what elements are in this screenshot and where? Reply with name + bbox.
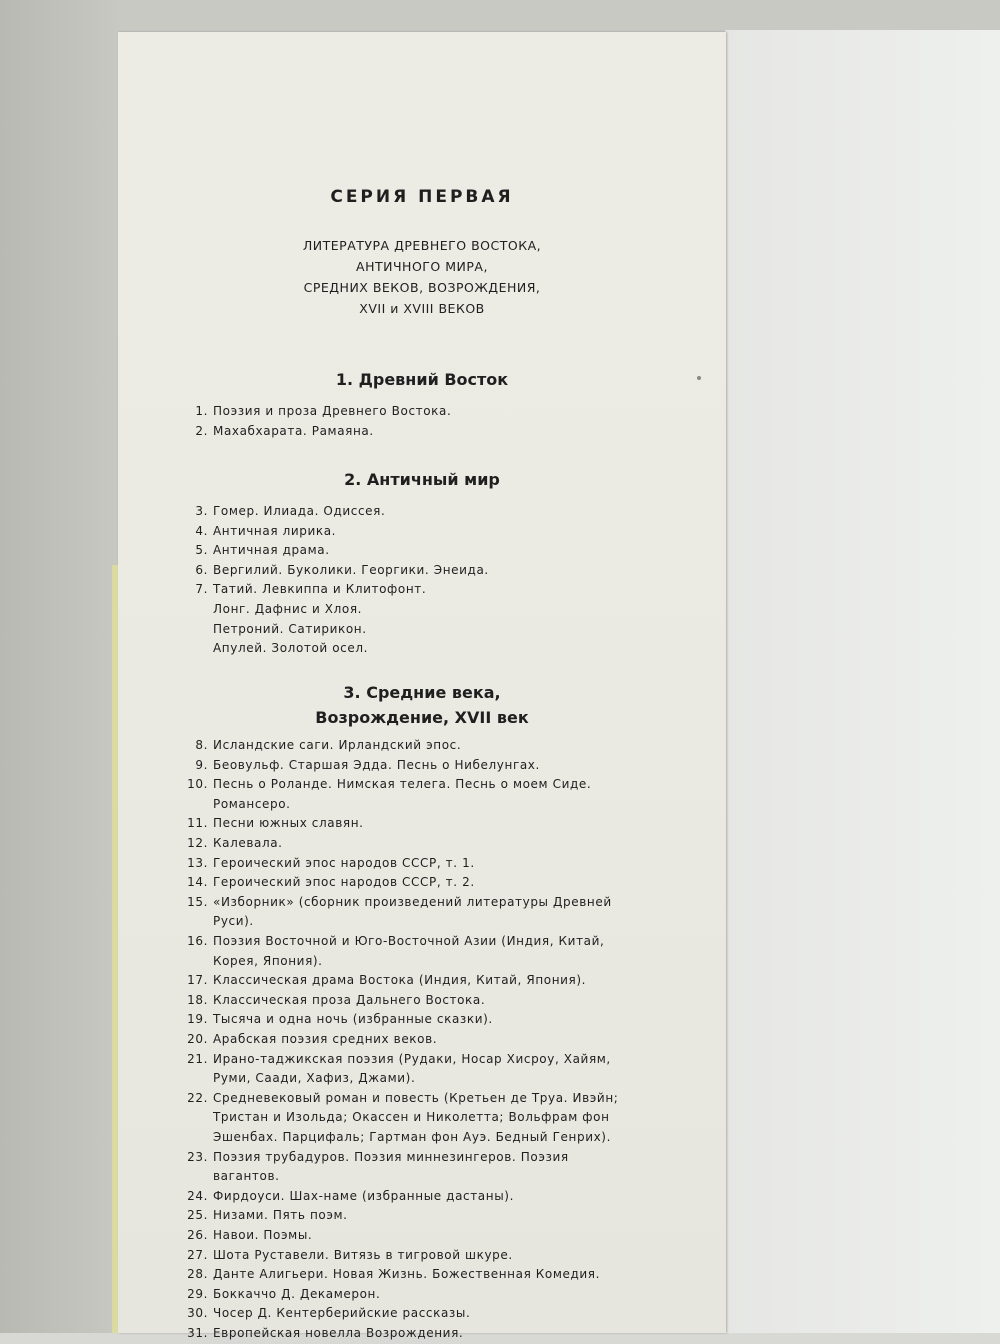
item-number: 21. <box>187 1051 208 1066</box>
section-heading: Возрождение, XVII век <box>315 708 529 727</box>
item-number: 11. <box>187 816 208 831</box>
item-number: 4. <box>195 523 208 538</box>
item-number: 6. <box>195 562 208 577</box>
item-number: 30. <box>187 1306 208 1321</box>
section-heading: 2. Античный мир <box>344 470 500 489</box>
item-text: Руси). <box>213 914 254 929</box>
item-text: «Изборник» (сборник произведений литературы Древней <box>213 894 612 909</box>
item-text: Калевала. <box>213 836 283 850</box>
item-number: 29. <box>187 1286 208 1301</box>
item-text: Поэзия и проза Древнего Востока. <box>213 404 452 418</box>
item-text: Средневековый роман и повесть (Кретьен де Труа. Ивэйн; <box>213 1090 619 1105</box>
item-number: 14. <box>187 875 208 890</box>
item-text: Героический эпос народов СССР, т. 2. <box>213 875 475 890</box>
item-number: 3. <box>195 504 208 518</box>
item-number: 24. <box>187 1188 208 1203</box>
section-heading: 3. Средние века, <box>343 683 501 702</box>
item-text: Петроний. Сатирикон. <box>213 621 367 636</box>
item-text: Вергилий. Буколики. Георгики. Энеида. <box>213 562 489 577</box>
item-text: Античная лирика. <box>213 523 337 538</box>
item-number: 23. <box>187 1149 208 1164</box>
item-text: Навои. Поэмы. <box>213 1228 313 1242</box>
subtitle-line: СРЕДНИХ ВЕКОВ, ВОЗРОЖДЕНИЯ, <box>303 280 541 295</box>
item-number: 15. <box>187 894 208 909</box>
item-number: 10. <box>187 777 208 792</box>
subtitle-line: АНТИЧНОГО МИРА, <box>356 259 488 274</box>
subtitle-line: ЛИТЕРАТУРА ДРЕВНЕГО ВОСТОКА, <box>302 238 542 253</box>
item-text: Тысяча и одна ночь (избранные сказки). <box>213 1012 493 1027</box>
series-title: СЕРИЯ ПЕРВАЯ <box>330 187 514 207</box>
item-text: Романсеро. <box>213 796 291 811</box>
item-text: Ирано-таджикская поэзия (Рудаки, Носар Хисроу, Хайям, <box>213 1051 611 1066</box>
item-text: Шота Руставели. Витязь в тигровой шкуре. <box>213 1247 513 1262</box>
item-text: Низами. Пять поэм. <box>213 1208 348 1223</box>
item-number: 19. <box>187 1012 208 1027</box>
item-number: 18. <box>187 992 208 1007</box>
item-text: Беовульф. Старшая Эдда. Песнь о Нибелунгах. <box>213 757 540 772</box>
item-text: Тристан и Изольда; Окассен и Николетта; Вольфрам фон <box>213 1110 610 1125</box>
item-number: 27. <box>187 1247 208 1262</box>
subtitle <box>118 235 726 319</box>
item-text: Европейская новелла Возрождения. <box>213 1326 464 1340</box>
item-text: Данте Алигьери. Новая Жизнь. Божественная Комедия. <box>213 1267 601 1282</box>
background-left <box>0 0 118 1333</box>
item-text: Корея, Япония). <box>213 953 323 968</box>
item-text: Поэзия Восточной и Юго-Восточной Азии (Индия, Китай, <box>213 934 605 948</box>
item-text: Чосер Д. Кентерберийские рассказы. <box>213 1306 471 1321</box>
background-right-sheet <box>725 30 1000 1333</box>
item-text: Апулей. Золотой осел. <box>213 641 369 656</box>
item-text: Татий. Левкиппа и Клитофонт. <box>213 582 427 597</box>
item-text: Боккаччо Д. Декамерон. <box>213 1286 381 1301</box>
item-number: 7. <box>195 582 208 597</box>
item-text: Фирдоуси. Шах-наме (избранные дастаны). <box>213 1188 514 1203</box>
item-text: Исландские саги. Ирландский эпос. <box>213 738 462 752</box>
item-text: Классическая драма Востока (Индия, Китай, Япония). <box>213 973 587 988</box>
item-text: Руми, Саади, Хафиз, Джами). <box>213 1071 416 1086</box>
document-sheet <box>118 32 726 1340</box>
item-number: 17. <box>187 973 208 988</box>
item-text: Песни южных славян. <box>213 816 364 831</box>
item-number: 20. <box>187 1032 208 1046</box>
item-text: вагантов. <box>213 1169 280 1184</box>
item-text: Песнь о Роланде. Нимская телега. Песнь о моем Сиде. <box>213 777 592 792</box>
item-number: 1. <box>195 404 208 418</box>
item-number: 5. <box>195 543 208 558</box>
item-number: 31. <box>187 1326 208 1340</box>
paper-speck <box>697 376 701 380</box>
item-number: 9. <box>195 757 208 772</box>
item-number: 16. <box>187 934 208 948</box>
subtitle-line: XVII и XVIII ВЕКОВ <box>359 301 485 316</box>
item-text: Поэзия трубадуров. Поэзия миннезингеров. Поэзия <box>213 1149 569 1164</box>
item-number: 2. <box>195 423 208 438</box>
item-number: 28. <box>187 1267 208 1282</box>
item-text: Лонг. Дафнис и Хлоя. <box>213 602 363 616</box>
item-number: 8. <box>195 738 208 752</box>
item-text: Эшенбах. Парцифаль; Гартман фон Ауэ. Бедный Генрих). <box>213 1130 611 1144</box>
item-text: Античная драма. <box>213 543 330 558</box>
item-number: 13. <box>187 855 208 870</box>
item-text: Героический эпос народов СССР, т. 1. <box>213 855 475 870</box>
item-text: Классическая проза Дальнего Востока. <box>213 992 486 1007</box>
item-text: Махабхарата. Рамаяна. <box>213 423 374 438</box>
item-text: Арабская поэзия средних веков. <box>213 1032 438 1046</box>
item-number: 25. <box>187 1208 208 1223</box>
section-heading: 1. Древний Восток <box>335 370 509 389</box>
item-number: 12. <box>187 836 208 850</box>
item-number: 22. <box>187 1090 208 1105</box>
item-text: Гомер. Илиада. Одиссея. <box>213 504 386 518</box>
item-number: 26. <box>187 1228 208 1242</box>
